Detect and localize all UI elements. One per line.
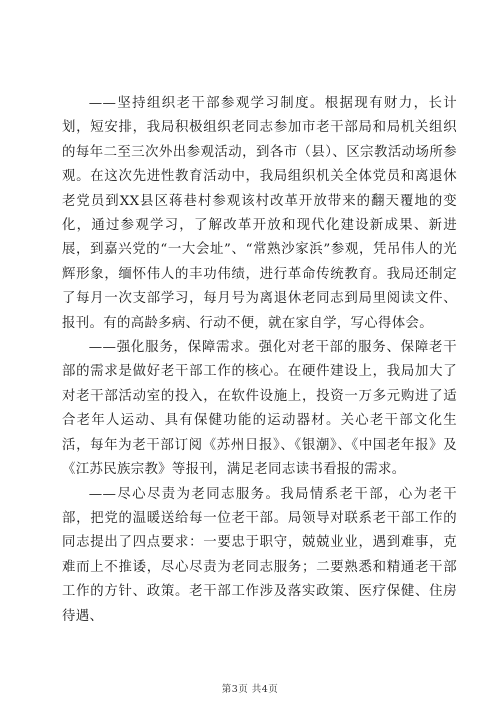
page-footer: 第3页 共4页: [221, 684, 279, 695]
paragraph-visits: ——坚持组织老干部参观学习制度。根据现有财力，长计划，短安排，我局积极组织老同志参加市老干部局和局机关组织的每年二至三次外出参观活动，到各市（县）、区宗教活动场所参观。在这次先进性教育活动中，我局组织机关全体党员和离退休老党员到XX县区蒋巷村参观该村改革开放带来的翻天覆地的变化，通过参观学习，了解改革开放和现代化建设新成果、新进展，到嘉兴党的“一大会址”、“常熟沙家浜”参观，凭吊伟人的光辉形象，缅怀伟人的丰功伟绩，进行革命传统教育。我局还制定了每月一次支部学习，每月号为离退休老同志到局里阅读文件、报刊。有的高龄多病、行动不便，就在家自学，写心得体会。: [62, 96, 457, 331]
paragraph-services: ——强化服务，保障需求。强化对老干部的服务、保障老干部的需求是做好老干部工作的核心。在硬件建设上，我局加大了对老干部活动室的投入，在软件设施上，投资一万多元购进了适合老年人运动、具有保健功能的运动器材。关心老干部文化生活，每年为老干部订阅《苏州日报》、《银潮》、《中国老年报》及《江苏民族宗教》等报刊，满足老同志读书看报的需求。: [62, 340, 457, 478]
document-body: [62, 92, 457, 629]
paragraph-dedication: ——尽心尽责为老同志服务。我局情系老干部，心为老干部，把党的温暖送给每一位老干部。局领导对联系老干部工作的同志提出了四点要求：一要忠于职守，兢兢业业，遇到难事，克难而上不推诿，尽心尽责为老同志服务；二要熟悉和精通老干部工作的方针、政策。老干部工作涉及落实政策、医疗保健、住房待遇、: [62, 486, 457, 624]
